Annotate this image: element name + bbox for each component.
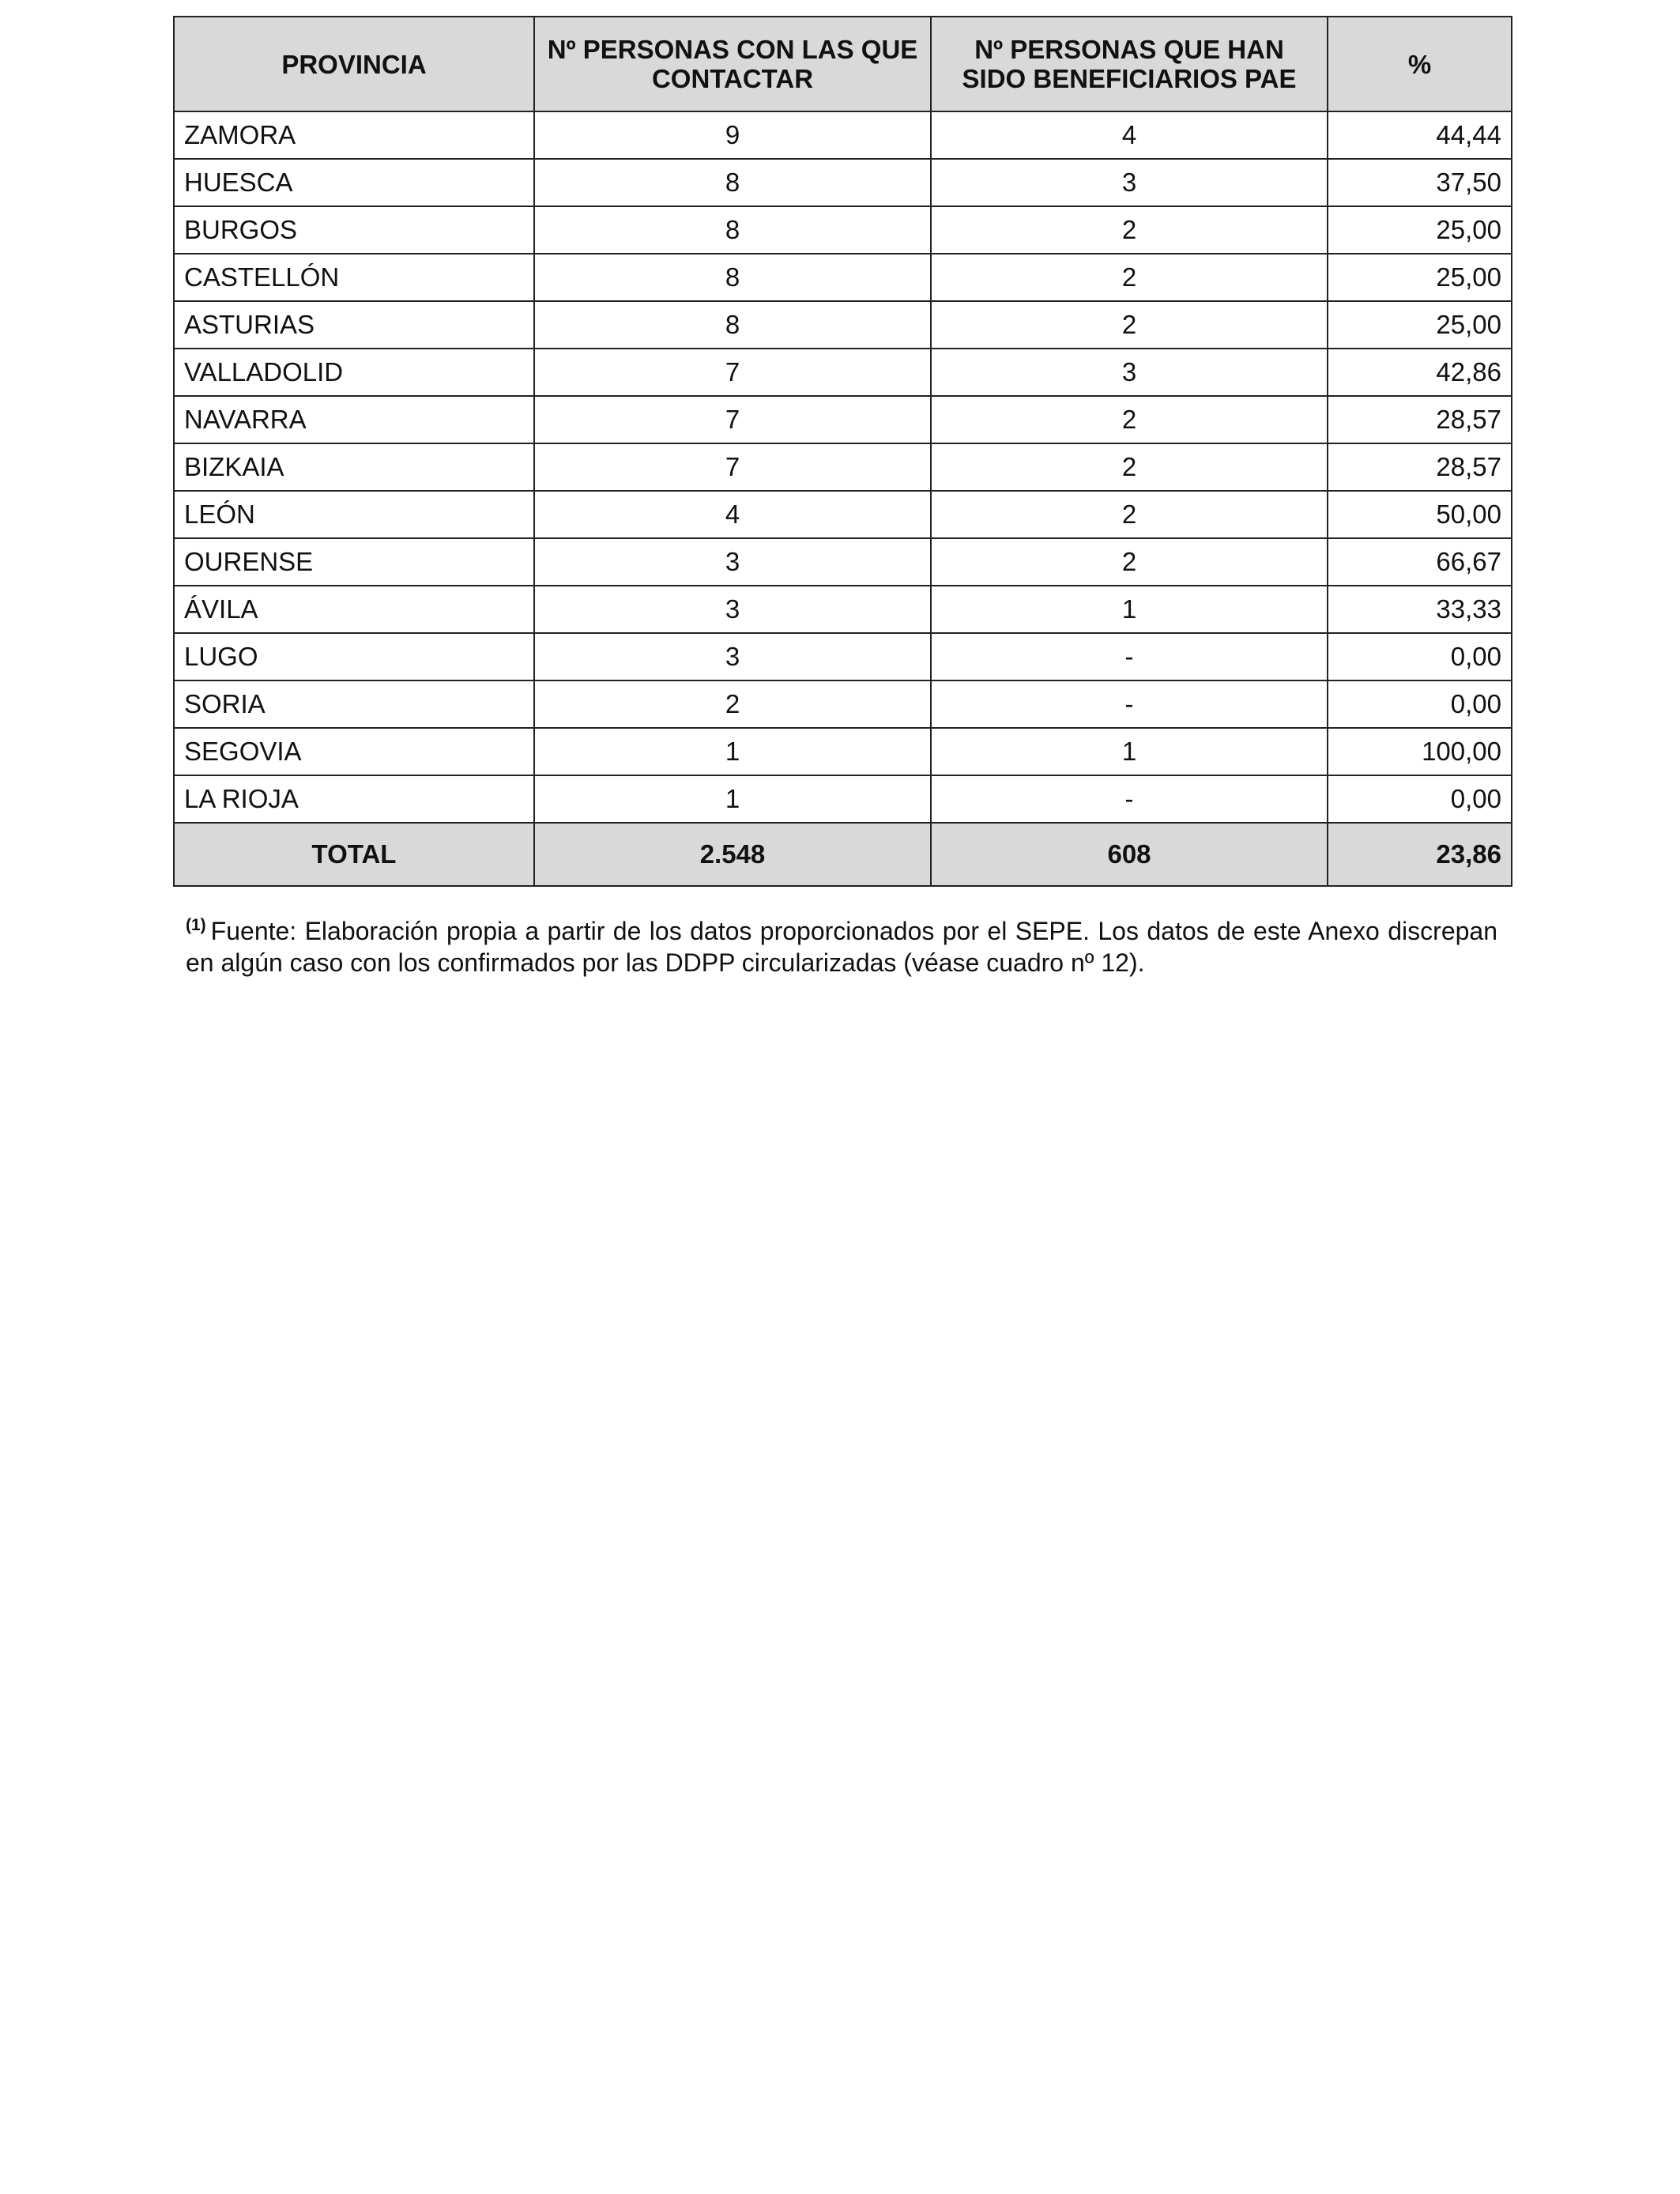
total-beneficiarios: 608 bbox=[931, 823, 1328, 886]
table-row bbox=[174, 538, 1512, 586]
cell-beneficiarios: 2 bbox=[931, 443, 1328, 491]
table-footer bbox=[174, 823, 1512, 886]
cell-beneficiarios: 1 bbox=[931, 728, 1328, 775]
total-contactar: 2.548 bbox=[534, 823, 931, 886]
table-row bbox=[174, 491, 1512, 538]
cell-provincia: CASTELLÓN bbox=[174, 254, 534, 301]
cell-porcentaje: 100,00 bbox=[1328, 728, 1512, 775]
cell-beneficiarios: 2 bbox=[931, 254, 1328, 301]
cell-porcentaje: 28,57 bbox=[1328, 443, 1512, 491]
cell-porcentaje: 0,00 bbox=[1328, 633, 1512, 680]
cell-provincia: LUGO bbox=[174, 633, 534, 680]
header-row bbox=[174, 17, 1512, 111]
table-row bbox=[174, 111, 1512, 159]
table-row bbox=[174, 728, 1512, 775]
header-provincia: PROVINCIA bbox=[174, 17, 534, 111]
cell-contactar: 9 bbox=[534, 111, 931, 159]
cell-porcentaje: 25,00 bbox=[1328, 254, 1512, 301]
cell-contactar: 8 bbox=[534, 159, 931, 206]
cell-provincia: OURENSE bbox=[174, 538, 534, 586]
cell-provincia: ASTURIAS bbox=[174, 301, 534, 349]
cell-contactar: 3 bbox=[534, 633, 931, 680]
footnote-text: Fuente: Elaboración propia a partir de los datos proporcionados por el SEPE. Los datos de este Anexo discrepan en algún caso con los confirmados por las DDPP circularizadas (véase cuadro nº 12). bbox=[186, 917, 1497, 977]
table-row bbox=[174, 633, 1512, 680]
cell-beneficiarios: 2 bbox=[931, 538, 1328, 586]
cell-porcentaje: 37,50 bbox=[1328, 159, 1512, 206]
cell-beneficiarios: 4 bbox=[931, 111, 1328, 159]
cell-provincia: LA RIOJA bbox=[174, 775, 534, 823]
cell-contactar: 8 bbox=[534, 301, 931, 349]
cell-beneficiarios: - bbox=[931, 775, 1328, 823]
cell-provincia: ÁVILA bbox=[174, 586, 534, 633]
cell-porcentaje: 33,33 bbox=[1328, 586, 1512, 633]
cell-provincia: NAVARRA bbox=[174, 396, 534, 443]
cell-beneficiarios: 3 bbox=[931, 159, 1328, 206]
table-row bbox=[174, 301, 1512, 349]
cell-contactar: 4 bbox=[534, 491, 931, 538]
cell-contactar: 1 bbox=[534, 728, 931, 775]
table-body bbox=[174, 111, 1512, 823]
cell-provincia: LEÓN bbox=[174, 491, 534, 538]
cell-contactar: 1 bbox=[534, 775, 931, 823]
cell-porcentaje: 44,44 bbox=[1328, 111, 1512, 159]
cell-beneficiarios: - bbox=[931, 633, 1328, 680]
table-row bbox=[174, 349, 1512, 396]
cell-contactar: 3 bbox=[534, 538, 931, 586]
cell-contactar: 8 bbox=[534, 206, 931, 254]
cell-provincia: SORIA bbox=[174, 680, 534, 728]
table-row bbox=[174, 586, 1512, 633]
table-row bbox=[174, 396, 1512, 443]
table-header bbox=[174, 17, 1512, 111]
total-porcentaje: 23,86 bbox=[1328, 823, 1512, 886]
footnote-marker: (1) bbox=[186, 916, 206, 935]
cell-porcentaje: 66,67 bbox=[1328, 538, 1512, 586]
cell-contactar: 7 bbox=[534, 349, 931, 396]
cell-porcentaje: 0,00 bbox=[1328, 775, 1512, 823]
cell-provincia: BURGOS bbox=[174, 206, 534, 254]
cell-beneficiarios: - bbox=[931, 680, 1328, 728]
cell-beneficiarios: 2 bbox=[931, 491, 1328, 538]
cell-provincia: SEGOVIA bbox=[174, 728, 534, 775]
cell-contactar: 2 bbox=[534, 680, 931, 728]
cell-porcentaje: 28,57 bbox=[1328, 396, 1512, 443]
cell-porcentaje: 25,00 bbox=[1328, 206, 1512, 254]
header-porcentaje: % bbox=[1328, 17, 1512, 111]
table-row bbox=[174, 254, 1512, 301]
total-row bbox=[174, 823, 1512, 886]
cell-contactar: 3 bbox=[534, 586, 931, 633]
table-row bbox=[174, 680, 1512, 728]
cell-provincia: HUESCA bbox=[174, 159, 534, 206]
cell-porcentaje: 25,00 bbox=[1328, 301, 1512, 349]
table-row bbox=[174, 206, 1512, 254]
cell-provincia: BIZKAIA bbox=[174, 443, 534, 491]
cell-provincia: VALLADOLID bbox=[174, 349, 534, 396]
cell-beneficiarios: 1 bbox=[931, 586, 1328, 633]
provincias-table bbox=[173, 16, 1512, 887]
cell-contactar: 7 bbox=[534, 443, 931, 491]
cell-beneficiarios: 2 bbox=[931, 301, 1328, 349]
table-row bbox=[174, 159, 1512, 206]
cell-porcentaje: 50,00 bbox=[1328, 491, 1512, 538]
cell-beneficiarios: 2 bbox=[931, 396, 1328, 443]
table-row bbox=[174, 443, 1512, 491]
cell-porcentaje: 42,86 bbox=[1328, 349, 1512, 396]
table-row bbox=[174, 775, 1512, 823]
cell-porcentaje: 0,00 bbox=[1328, 680, 1512, 728]
header-beneficiarios: Nº PERSONAS QUE HAN SIDO BENEFICIARIOS PAE bbox=[931, 17, 1328, 111]
cell-beneficiarios: 3 bbox=[931, 349, 1328, 396]
cell-beneficiarios: 2 bbox=[931, 206, 1328, 254]
total-label: TOTAL bbox=[174, 823, 534, 886]
cell-provincia: ZAMORA bbox=[174, 111, 534, 159]
footnote bbox=[186, 915, 1497, 978]
cell-contactar: 7 bbox=[534, 396, 931, 443]
cell-contactar: 8 bbox=[534, 254, 931, 301]
header-contactar: Nº PERSONAS CON LAS QUE CONTACTAR bbox=[534, 17, 931, 111]
